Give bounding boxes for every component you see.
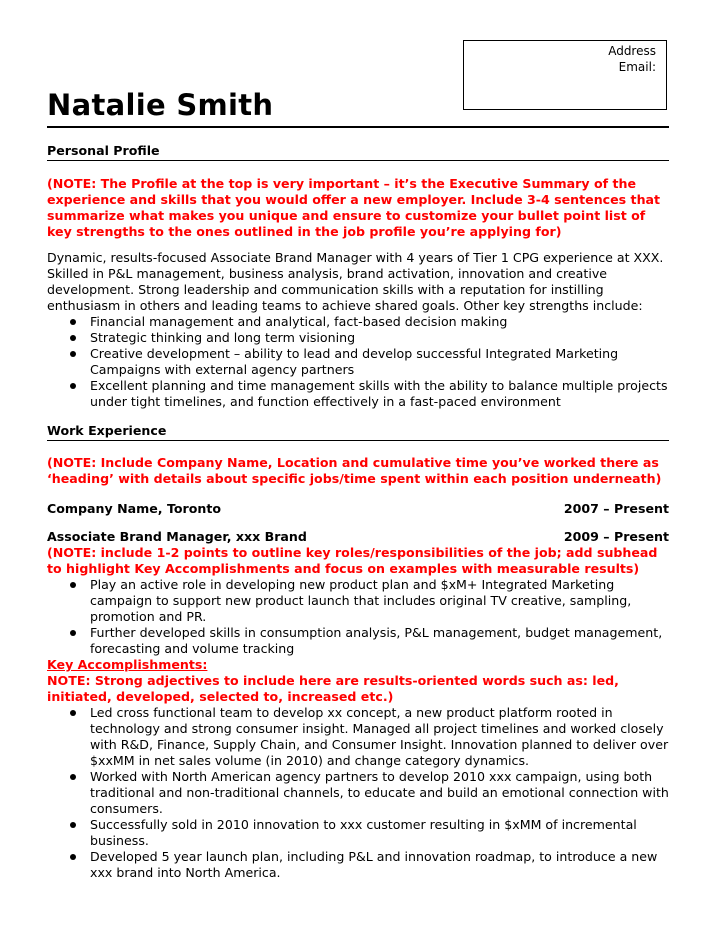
role-title: Associate Brand Manager, xxx Brand <box>47 529 307 544</box>
list-item: Creative development – ability to lead and develop successful Integrated Marketing Campaigns with external agency partners <box>47 346 669 378</box>
contact-box <box>463 40 667 110</box>
work-section <box>47 455 669 881</box>
bullet-icon <box>70 854 76 860</box>
list-item: Worked with North American agency partners to develop 2010 xxx campaign, using both traditional and non-traditional channels, to educate and build an emotional connection with consumers. <box>47 769 669 817</box>
role-note: (NOTE: include 1-2 points to outline key roles/responsibilities of the job; add subhead to highlight Key Accomplishments and focus on examples with measurable results) <box>47 545 658 576</box>
role-heading <box>47 529 669 545</box>
profile-divider <box>47 160 669 161</box>
bullet-icon <box>70 383 76 389</box>
profile-summary: Dynamic, results-focused Associate Brand Manager with 4 years of Tier 1 CPG experience at XXX. Skilled in P&L management, business analysis, brand activation, innovation and creative development. Strong leadership and communication skills with a reputation for instilling enthusiasm in others and leading teams to achieve shared goals. Other key strengths include: <box>47 250 664 313</box>
company-dates: 2007 – Present <box>563 501 669 516</box>
strengths-list <box>47 314 669 410</box>
list-item: Excellent planning and time management skills with the ability to balance multiple projects under tight timelines, and function effectively in a fast-paced environment <box>47 378 669 410</box>
bullet-icon <box>70 774 76 780</box>
bullet-icon <box>70 319 76 325</box>
role-dates: 2009 – Present <box>563 529 669 544</box>
bullet-icon <box>70 710 76 716</box>
list-item: Strategic thinking and long term visioning <box>47 330 669 346</box>
list-item: Developed 5 year launch plan, including P&L and innovation roadmap, to introduce a new xxx brand into North America. <box>47 849 669 881</box>
accomplishments-title: Key Accomplishments: <box>47 657 208 672</box>
list-item: Further developed skills in consumption analysis, P&L management, budget management, forecasting and volume tracking <box>47 625 669 657</box>
header-divider <box>47 126 669 128</box>
work-divider <box>47 440 669 441</box>
bullet-icon <box>70 351 76 357</box>
company-name: Company Name, Toronto <box>47 501 222 516</box>
bullet-icon <box>70 822 76 828</box>
bullet-icon <box>70 630 76 636</box>
work-section-title: Work Experience <box>47 423 167 438</box>
bullet-icon <box>70 335 76 341</box>
list-item: Successfully sold in 2010 innovation to xxx customer resulting in $xMM of incremental business. <box>47 817 669 849</box>
address-label: Address <box>608 44 656 58</box>
profile-note: (NOTE: The Profile at the top is very important – it’s the Executive Summary of the experience and skills that you would offer a new employer. Include 3-4 sentences that summarize what makes you unique and ensure to customize your bullet point list of key strengths to the ones outlined in the job profile you’re applying for) <box>47 176 661 239</box>
list-item: Play an active role in developing new product plan and $xM+ Integrated Marketing campaign to support new product launch that includes original TV creative, sampling, promotion and PR. <box>47 577 669 625</box>
email-label: Email: <box>618 60 656 74</box>
accomplishments-note: NOTE: Strong adjectives to include here are results-oriented words such as: led, initiated, developed, selected to, increased etc.) <box>47 673 619 704</box>
candidate-name: Natalie Smith <box>47 88 274 122</box>
accomplishments-list <box>47 705 669 881</box>
list-item: Financial management and analytical, fact-based decision making <box>47 314 669 330</box>
work-note: (NOTE: Include Company Name, Location and cumulative time you’ve worked there as ‘heading’ with details about specific jobs/time spent within each position underneath) <box>47 455 662 486</box>
list-item: Led cross functional team to develop xx concept, a new product platform rooted in technology and strong consumer insight. Managed all project timelines and worked closely with R&D, Finance, Supply Chain, and Consumer Insight. Innovation planned to deliver over $xxMM in net sales volume (in 2010) and change category dynamics. <box>47 705 669 769</box>
profile-section-title: Personal Profile <box>47 143 160 158</box>
company-heading <box>47 501 669 517</box>
responsibilities-list <box>47 577 669 657</box>
bullet-icon <box>70 582 76 588</box>
profile-section <box>47 176 669 410</box>
